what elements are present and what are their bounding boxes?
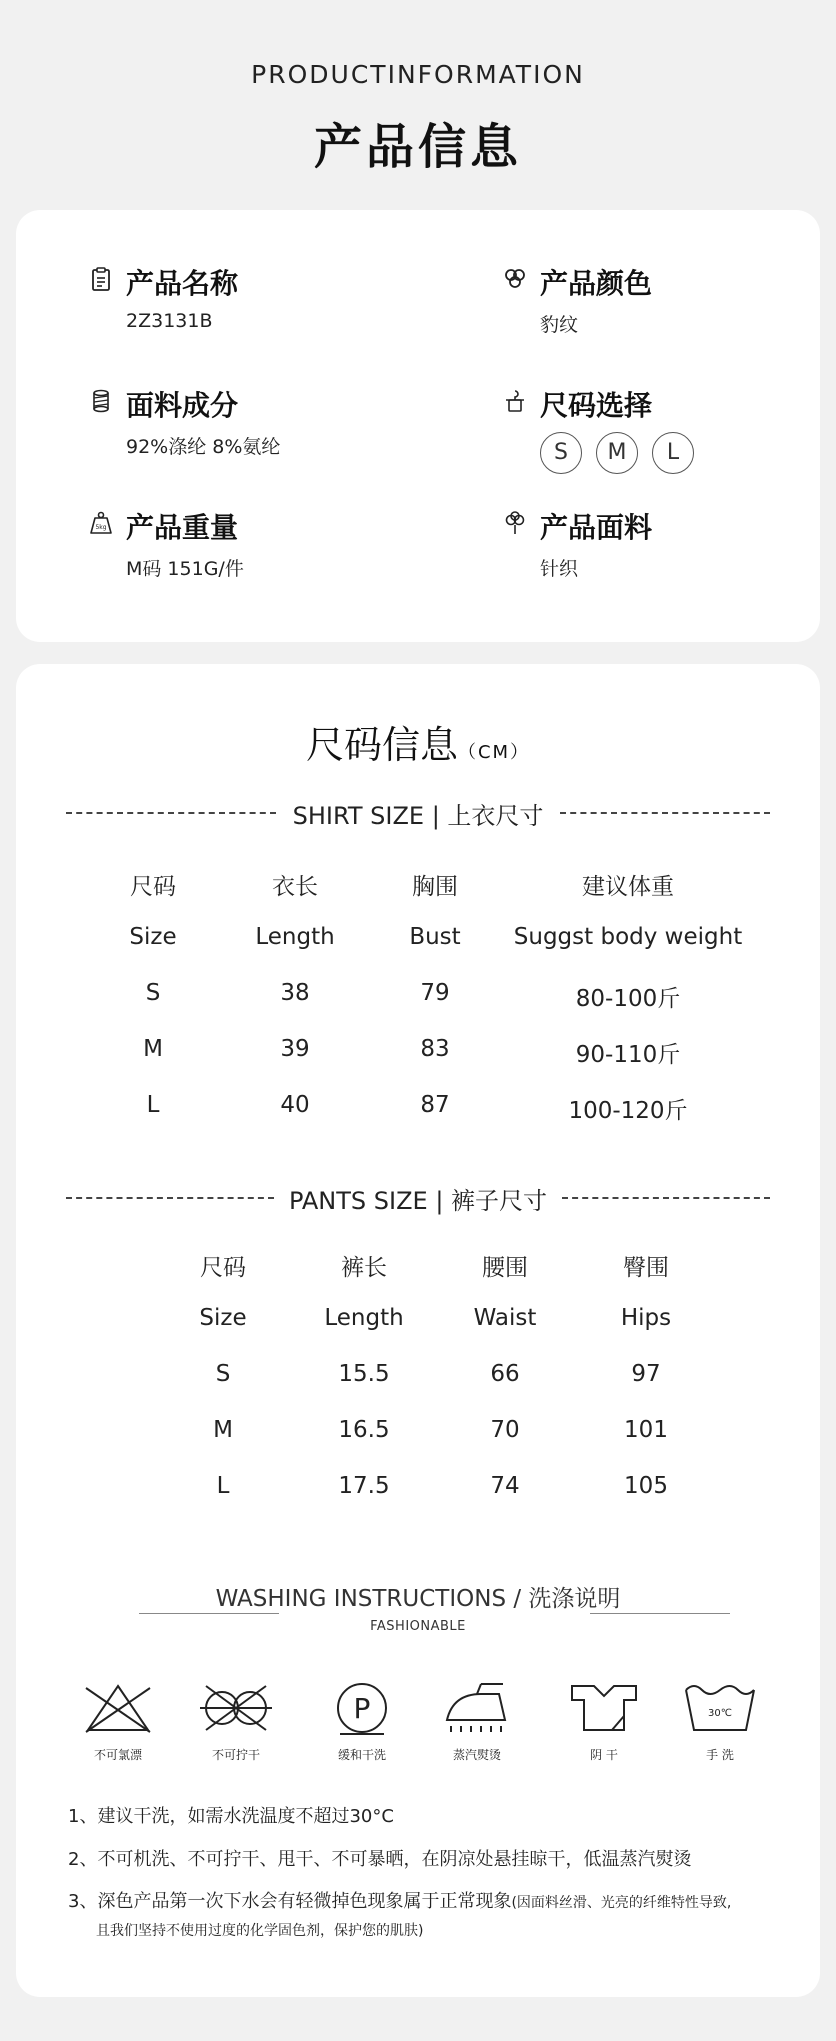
size-info-unit: （CM） xyxy=(457,742,531,763)
shirt-header-cn: 胸围 xyxy=(412,874,458,900)
shirt-cell: 100-120斤 xyxy=(568,1098,688,1124)
no-wring-icon xyxy=(196,1680,276,1736)
shirt-cell: L xyxy=(146,1092,160,1118)
pants-cell: 66 xyxy=(490,1361,520,1387)
shirt-cell: 40 xyxy=(280,1092,310,1118)
size-info-title xyxy=(0,714,836,769)
product-name-title: 产品名称 xyxy=(126,267,239,300)
wash-note-1: 1、建议干洗，如需水洗温度不超过30°C xyxy=(68,1806,394,1827)
steam-iron-icon xyxy=(437,1680,517,1736)
size-option-l[interactable]: L xyxy=(652,432,694,474)
wash-note-3-paren: (因面料丝滑、光亮的纤维特性导致, xyxy=(511,1895,732,1911)
pants-header-cn: 臀围 xyxy=(623,1255,669,1281)
pants-cell: 74 xyxy=(490,1473,520,1499)
size-select-title: 尺码选择 xyxy=(540,389,653,422)
pants-cell: 70 xyxy=(490,1417,520,1443)
washing-underline-left xyxy=(139,1613,279,1614)
pants-cell: 97 xyxy=(631,1361,661,1387)
pants-cell: L xyxy=(216,1473,230,1499)
pants-header-en: Hips xyxy=(620,1305,672,1331)
header-chinese-title: 产品信息 xyxy=(313,119,522,175)
shade-dry-icon xyxy=(564,1680,644,1736)
pants-header-en: Size xyxy=(199,1305,247,1331)
size-info-card xyxy=(16,664,820,1997)
color-palette-icon xyxy=(502,266,528,292)
shirt-size-divider xyxy=(66,796,770,830)
header-english-title: PRODUCTINFORMATION xyxy=(251,60,585,89)
clipboard-icon xyxy=(88,266,114,292)
size-info-title-text: 尺码信息 xyxy=(305,723,458,767)
thread-spool-icon xyxy=(88,388,114,414)
hand-wash-temp: 30℃ xyxy=(708,1708,732,1719)
shirt-cell: 83 xyxy=(420,1036,450,1062)
fabric-composition-value: 92%涤纶 8%氨纶 xyxy=(126,436,281,458)
size-option-s[interactable]: S xyxy=(540,432,582,474)
size-select-attr xyxy=(502,384,702,484)
shirt-cell: 90-110斤 xyxy=(575,1042,681,1068)
shirt-cell: 87 xyxy=(420,1092,450,1118)
pants-cell: 105 xyxy=(624,1473,668,1499)
shirt-size-label: SHIRT SIZE | 上衣尺寸 xyxy=(285,802,552,830)
shirt-cell: M xyxy=(143,1036,163,1062)
product-material-title: 产品面料 xyxy=(540,511,653,544)
wash-note-3 xyxy=(68,1887,731,1913)
no-wring-label: 不可拧干 xyxy=(211,1748,260,1762)
shirt-header-en: Size xyxy=(129,924,177,950)
cotton-icon xyxy=(502,510,528,536)
shirt-cell: 80-100斤 xyxy=(575,986,681,1012)
shirt-header-cn: 尺码 xyxy=(130,874,176,900)
shirt-cell: 39 xyxy=(280,1036,310,1062)
pants-size-divider xyxy=(66,1181,770,1215)
washing-underline-right xyxy=(590,1613,730,1614)
shade-dry-label: 阴 干 xyxy=(590,1748,618,1762)
pants-cell: 16.5 xyxy=(338,1417,390,1443)
weight-icon xyxy=(88,510,114,536)
pants-header-cn: 裤长 xyxy=(341,1255,387,1281)
shirt-cell: 79 xyxy=(420,980,450,1006)
shirt-header-cn: 建议体重 xyxy=(582,874,674,900)
svg-text:5kg: 5kg xyxy=(95,524,107,531)
shirt-header-en: Length xyxy=(255,924,335,950)
hanger-icon xyxy=(502,388,528,414)
washing-title: WASHING INSTRUCTIONS / 洗涤说明 xyxy=(215,1586,621,1612)
fabric-composition-title: 面料成分 xyxy=(126,389,239,422)
product-color-title: 产品颜色 xyxy=(540,267,653,300)
dry-clean-label: 缓和干洗 xyxy=(337,1748,386,1762)
product-weight-title: 产品重量 xyxy=(126,511,239,544)
pants-cell: S xyxy=(215,1361,231,1387)
wash-note-2: 2、不可机洗、不可拧干、甩干、不可暴晒，在阴凉处悬挂晾干，低温蒸汽熨烫 xyxy=(68,1849,692,1870)
washing-subtitle: FASHIONABLE xyxy=(370,1619,466,1634)
hand-wash-label: 手 洗 xyxy=(706,1748,734,1762)
pants-cell: 17.5 xyxy=(338,1473,390,1499)
steam-iron-label: 蒸汽熨烫 xyxy=(452,1748,501,1762)
shirt-cell: 38 xyxy=(280,980,310,1006)
pants-header-cn: 腰围 xyxy=(482,1255,528,1281)
product-weight-value: M码 151G/件 xyxy=(126,558,244,580)
wash-note-3-cont: 且我们坚持不使用过度的化学固色剂，保护您的肌肤) xyxy=(96,1923,424,1939)
no-bleach-label: 不可氯漂 xyxy=(93,1748,142,1762)
wash-note-3-main: 3、深色产品第一次下水会有轻微掉色现象属于正常现象 xyxy=(68,1891,512,1912)
shirt-header-cn: 衣长 xyxy=(272,874,318,900)
pants-header-cn: 尺码 xyxy=(200,1255,246,1281)
pants-size-label: PANTS SIZE | 裤子尺寸 xyxy=(281,1187,555,1215)
pants-header-en: Waist xyxy=(473,1305,537,1331)
pants-cell: 15.5 xyxy=(338,1361,390,1387)
hand-wash-icon xyxy=(680,1680,760,1736)
product-material-value: 针织 xyxy=(540,558,579,580)
svg-text:P: P xyxy=(353,1692,371,1725)
no-bleach-icon xyxy=(78,1680,158,1736)
product-color-value: 豹纹 xyxy=(540,314,579,336)
product-name-value: 2Z3131B xyxy=(126,310,213,332)
dry-clean-icon xyxy=(322,1680,402,1736)
shirt-header-en: Bust xyxy=(409,924,461,950)
shirt-cell: S xyxy=(145,980,161,1006)
shirt-header-en: Suggst body weight xyxy=(513,924,743,950)
pants-cell: 101 xyxy=(624,1417,668,1443)
pants-cell: M xyxy=(213,1417,233,1443)
size-option-m[interactable]: M xyxy=(596,432,638,474)
pants-header-en: Length xyxy=(324,1305,404,1331)
